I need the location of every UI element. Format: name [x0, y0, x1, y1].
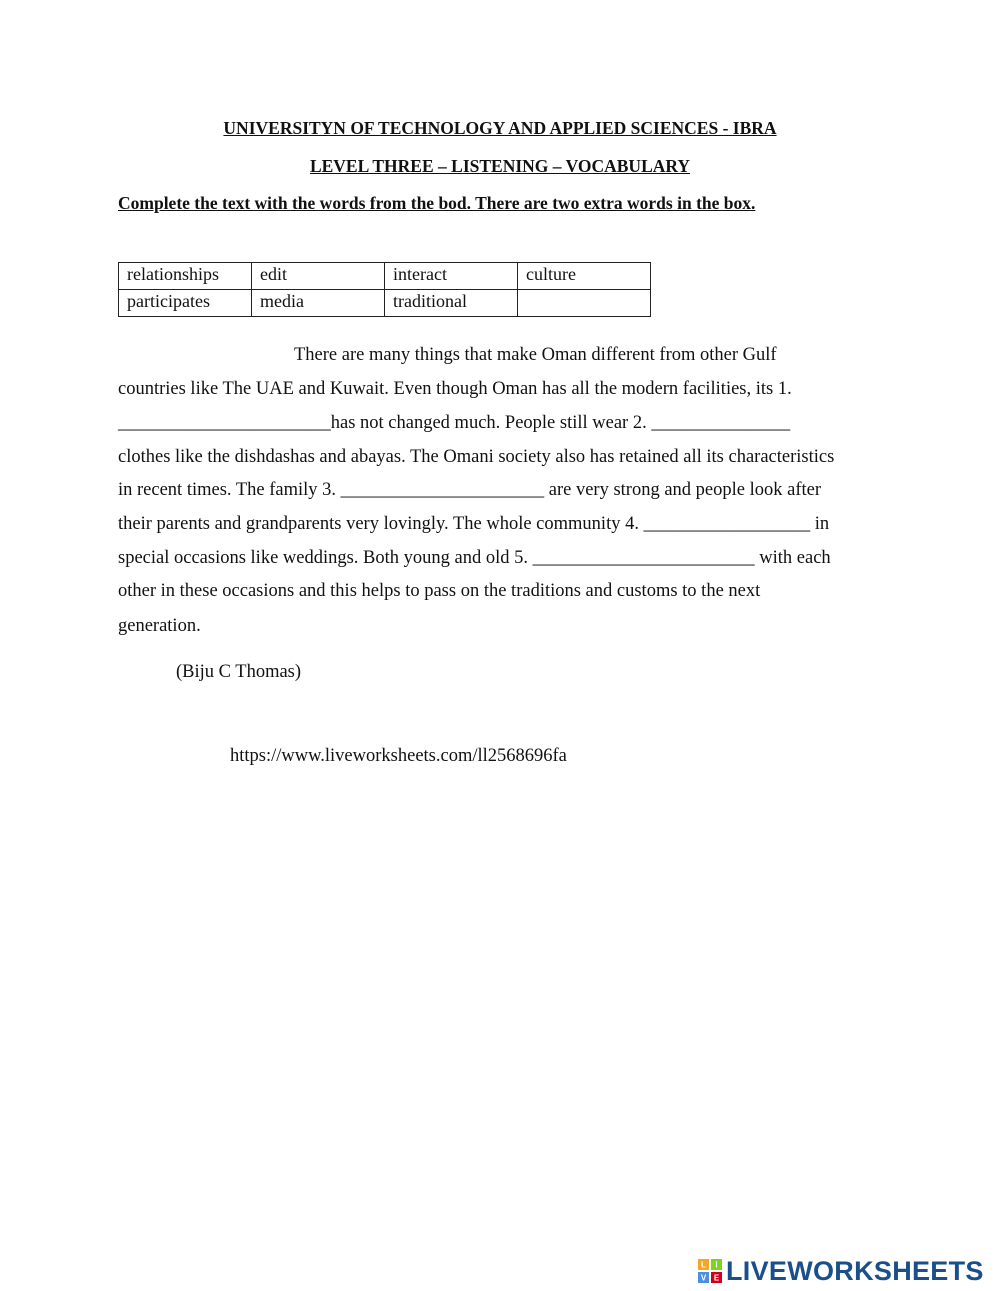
- passage-line: special occasions like weddings. Both young and old 5. ________________________ with each: [118, 548, 831, 568]
- svg-text:I: I: [715, 1260, 718, 1270]
- passage-line: clothes like the dishdashas and abayas. The Omani society also has retained all its characteristics: [118, 447, 835, 467]
- author-credit: (Biju C Thomas): [176, 662, 302, 682]
- worksheet-instruction: Complete the text with the words from the bod. There are two extra words in the box.: [118, 193, 756, 213]
- word-box-row: [119, 263, 651, 290]
- word-box-cell: edit: [252, 263, 385, 290]
- word-box-cell: relationships: [119, 263, 252, 290]
- passage-line: other in these occasions and this helps to pass on the traditions and customs to the next: [118, 581, 761, 601]
- word-box-row: [119, 290, 651, 317]
- passage-line: countries like The UAE and Kuwait. Even though Oman has all the modern facilities, its 1.: [118, 379, 792, 399]
- word-box-table: [118, 262, 651, 317]
- word-box-cell: traditional: [385, 290, 518, 317]
- svg-text:E: E: [713, 1273, 720, 1283]
- svg-text:L: L: [701, 1260, 706, 1270]
- word-box-cell: media: [252, 290, 385, 317]
- passage-line: their parents and grandparents very lovingly. The whole community 4. __________________ in: [118, 514, 830, 534]
- word-box-cell: interact: [385, 263, 518, 290]
- worksheet-title: UNIVERSITYN OF TECHNOLOGY AND APPLIED SCIENCES - IBRA: [223, 118, 777, 138]
- passage-line: _______________________has not changed much. People still wear 2. _______________: [118, 413, 791, 433]
- word-box-cell: culture: [518, 263, 651, 290]
- source-link[interactable]: https://www.liveworksheets.com/ll2568696fa: [230, 746, 567, 766]
- passage-line: generation.: [118, 616, 201, 636]
- worksheet-subtitle: LEVEL THREE – LISTENING – VOCABULARY: [309, 156, 691, 176]
- word-box-cell: participates: [119, 290, 252, 317]
- svg-text:V: V: [700, 1273, 707, 1283]
- passage-line: There are many things that make Oman different from other Gulf: [294, 345, 777, 365]
- brand-name: LIVEWORKSHEETS: [726, 1255, 984, 1286]
- brand-footer[interactable]: [698, 1256, 984, 1286]
- word-box-cell: [518, 290, 651, 317]
- passage-line: in recent times. The family 3. ______________________ are very strong and people look after: [118, 480, 821, 500]
- liveworksheets-logo-icon: [698, 1259, 722, 1283]
